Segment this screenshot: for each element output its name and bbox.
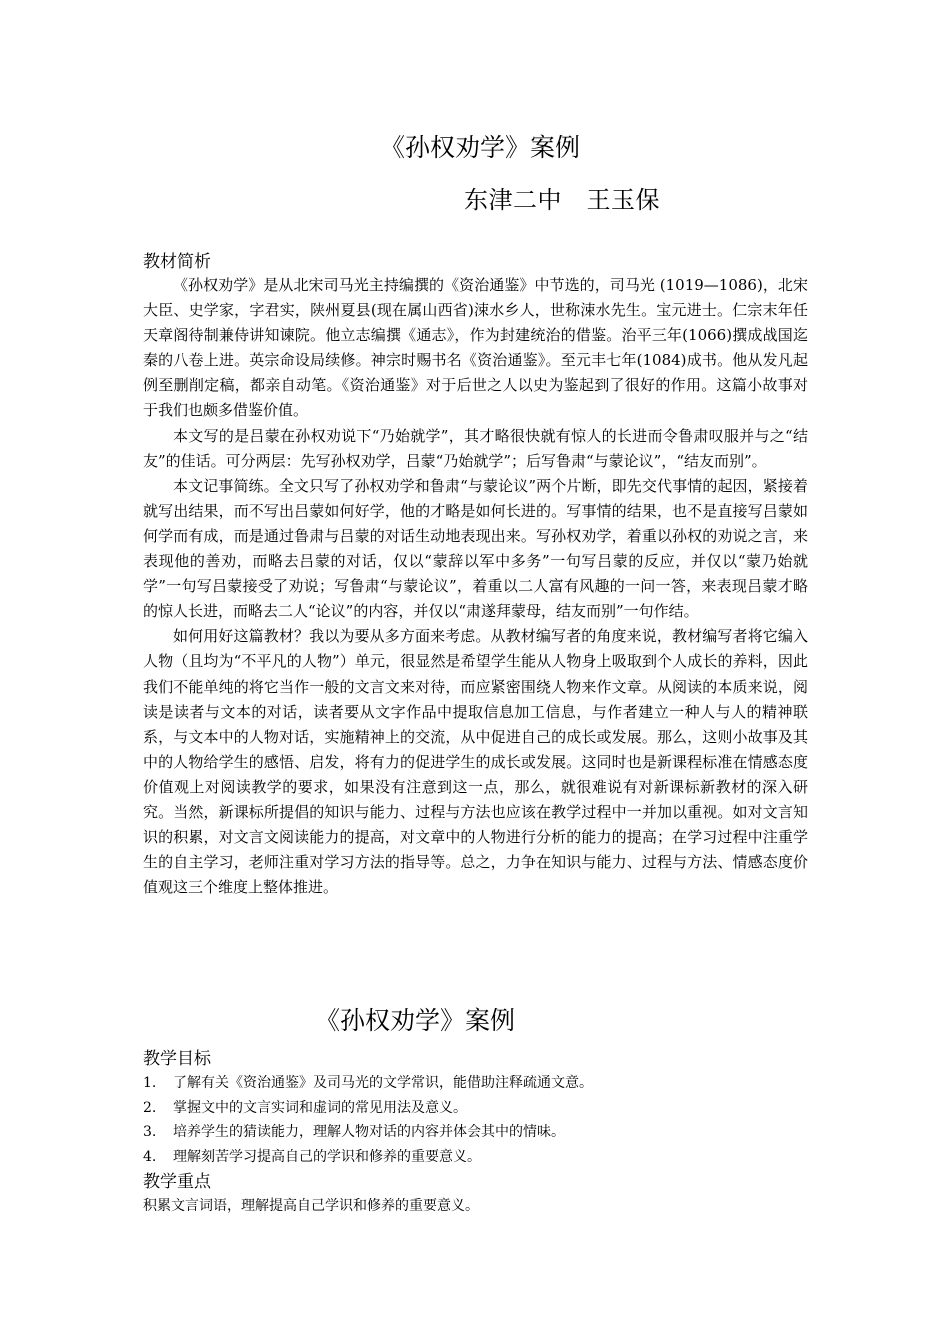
section-title: 《孙权劝学》案例 bbox=[314, 1006, 516, 1035]
intro-heading: 教材简析 bbox=[143, 252, 211, 272]
intro-paragraph: 本文记事简练。全文只写了孙权劝学和鲁肃“与蒙论议”两个片断，即先交代事情的起因，紧接着就写出结果，而不写出吕蒙如何好学，他的才略是如何长进的。写事情的结果，也不是直接写吕蒙如何学而有成，而是通过鲁肃与吕蒙的对话生动地表现出来。写孙权劝学，着重以孙权的劝说之言，来表现他的善劝，而略去吕蒙的对话，仅以“蒙辞以军中多务”一句写吕蒙的反应，并仅以“蒙乃始就学”一句写吕蒙接受了劝说；写鲁肃“与蒙论议”，着重以二人富有风趣的一问一答，来表现吕蒙才略的惊人长进，而略去二人“论议”的内容，并仅以“肃遂拜蒙母，结友而别”一句作结。 bbox=[143, 476, 808, 621]
goal-number: 3. bbox=[143, 1124, 157, 1140]
intro-body bbox=[143, 273, 808, 900]
goal-item bbox=[143, 1145, 808, 1170]
goal-text: 掌握文中的文言实词和虚词的常见用法及意义。 bbox=[173, 1099, 467, 1116]
key-points-heading: 教学重点 bbox=[143, 1172, 211, 1192]
goal-text: 理解刻苦学习提高自己的学识和修养的重要意义。 bbox=[173, 1148, 481, 1165]
goals-heading: 教学目标 bbox=[143, 1049, 211, 1069]
goal-number: 1. bbox=[143, 1075, 157, 1091]
goal-item bbox=[143, 1096, 808, 1121]
goal-item bbox=[143, 1120, 808, 1145]
intro-paragraph: 《孙权劝学》是从北宋司马光主持编撰的《资治通鉴》中节选的，司马光 (1019—1086)，北宋大臣、史学家，字君实，陕州夏县(现在属山西省)涑水乡人，世称涑水先生。宝元进士。仁宗末年任天章阁待制兼侍讲知谏院。他立志编撰《通志》，作为封建统治的借鉴。治平三年(1066)撰成战国迄秦的八卷上进。英宗命设局续修。神宗时赐书名《资治通鉴》。至元丰七年(1084)成书。他从发凡起例至删削定稿，都亲自动笔。《资治通鉴》对于后世之人以史为鉴起到了很好的作用。这篇小故事对于我们也颇多借鉴价值。 bbox=[143, 276, 808, 420]
goal-text: 培养学生的猜读能力，理解人物对话的内容并体会其中的情味。 bbox=[173, 1124, 565, 1140]
key-points-text: 积累文言词语，理解提高自己学识和修养的重要意义。 bbox=[143, 1198, 479, 1214]
goal-item bbox=[143, 1071, 808, 1096]
goals-list bbox=[143, 1071, 808, 1169]
goal-number: 2. bbox=[143, 1099, 157, 1116]
goal-text: 了解有关《资治通鉴》及司马光的文学常识，能借助注释疏通文意。 bbox=[173, 1075, 593, 1091]
goal-number: 4. bbox=[143, 1148, 157, 1165]
author-line: 东津二中 王玉保 bbox=[464, 186, 660, 214]
intro-paragraph: 本文写的是吕蒙在孙权劝说下“乃始就学”，其才略很快就有惊人的长进而令鲁肃叹服并与之“结友”的佳话。可分两层：先写孙权劝学，吕蒙“乃始就学”；后写鲁肃“与蒙论议”，“结友而别”。 bbox=[143, 426, 808, 470]
intro-paragraph: 如何用好这篇教材？我以为要从多方面来考虑。从教材编写者的角度来说，教材编写者将它编入人物（且均为“不平凡的人物”）单元，很显然是希望学生能从人物身上吸取到个人成长的养料，因此我们不能单纯的将它当作一般的文言文来对待，而应紧密围绕人物来作文章。从阅读的本质来说，阅读是读者与文本的对话，读者要从文字作品中提取信息加工信息，与作者建立一种人与人的精神联系，与文本中的人物对话，实施精神上的交流，从中促进自己的成长或发展。那么，这则小故事及其中的人物给学生的感悟、启发，将有力的促进学生的成长或发展。这同时也是新课程标准在情感态度价值观上对阅读教学的要求，如果没有注意到这一点，那么，就很难说有对新课标新教材的深入研究。当然，新课标所提倡的知识与能力、过程与方法也应该在教学过程中一并加以重视。如对文言知识的积累，对文言文阅读能力的提高，对文章中的人物进行分析的能力的提高；在学习过程中注重学生的自主学习，老师注重对学习方法的指导等。总之，力争在知识与能力、过程与方法、情感态度价值观这三个维度上整体推进。 bbox=[143, 627, 808, 897]
document-title: 《孙权劝学》案例 bbox=[379, 133, 580, 162]
